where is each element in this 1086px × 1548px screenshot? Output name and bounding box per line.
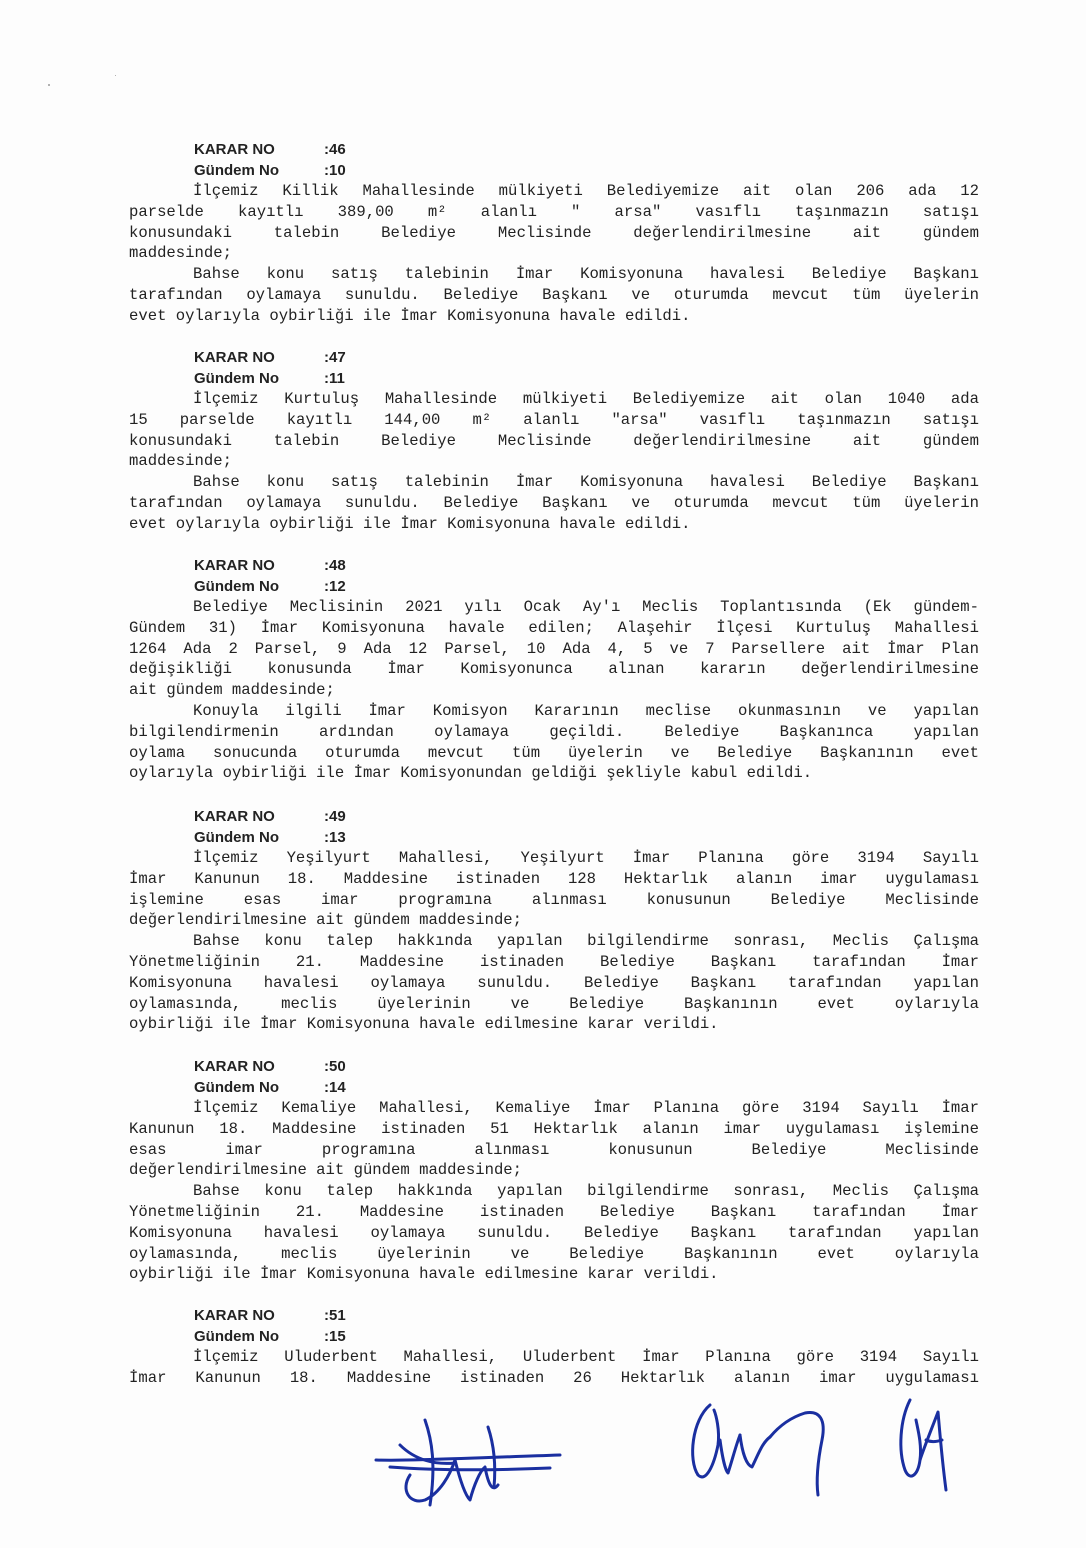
text-line: 1264 Ada 2 Parsel, 9 Ada 12 Parsel, 10 Ada 4, 5 ve 7 Parsellere ait İmar Plan <box>129 639 979 658</box>
gundem-no-row <box>194 160 979 181</box>
gundem-no-value: :14 <box>324 1079 346 1096</box>
decision-block <box>129 139 979 327</box>
karar-no-row <box>194 139 979 160</box>
karar-no-value: :49 <box>324 808 346 825</box>
agenda-paragraph <box>129 181 979 264</box>
text-line: evet oylarıyla oybirliği ile İmar Komisyonuna havale edildi. <box>129 514 691 533</box>
karar-no-label: KARAR NO <box>194 141 275 158</box>
gundem-no-label: Gündem No <box>194 829 279 846</box>
text-line: Bahse konu talep hakkında yapılan bilgilendirme sonrası, Meclis Çalışma <box>193 932 979 951</box>
gundem-no-row <box>194 827 979 848</box>
text-line: Komisyonuna havalesi oylamaya sunuldu. Belediye Başkanı tarafından yapılan <box>129 1223 979 1242</box>
text-line: oylama sonucunda oturumda mevcut tüm üyelerin ve Belediye Başkanının evet <box>129 743 979 762</box>
scan-speck <box>48 84 50 86</box>
karar-no-value: :46 <box>324 141 346 158</box>
signature-left <box>370 1405 570 1520</box>
gundem-no-row <box>194 1077 979 1098</box>
gundem-no-label: Gündem No <box>194 162 279 179</box>
text-line: İlçemiz Kemaliye Mahallesi, Kemaliye İmar Planına göre 3194 Sayılı İmar <box>193 1099 979 1117</box>
text-line: İlçemiz Yeşilyurt Mahallesi, Yeşilyurt İmar Planına göre 3194 Sayılı <box>193 849 979 867</box>
text-line: Bahse konu talep hakkında yapılan bilgilendirme sonrası, Meclis Çalışma <box>193 1182 979 1201</box>
agenda-paragraph <box>129 848 979 931</box>
agenda-paragraph <box>129 1098 979 1181</box>
text-line: İmar Kanunun 18. Maddesine istinaden 26 Hektarlık alanın imar uygulaması <box>129 1368 979 1387</box>
text-line: oybirliği ile İmar Komisyonuna havale edilmesine karar verildi. <box>129 1265 719 1284</box>
text-line: tarafından oylamaya sunuldu. Belediye Başkanı ve oturumda mevcut tüm üyelerin <box>129 493 979 512</box>
gundem-no-value: :11 <box>324 370 345 387</box>
agenda-paragraph <box>129 1347 979 1389</box>
karar-no-value: :47 <box>324 349 346 366</box>
karar-no-label: KARAR NO <box>194 1058 275 1075</box>
gundem-no-row <box>194 368 979 389</box>
text-line: maddesinde; <box>129 244 232 263</box>
gundem-no-label: Gündem No <box>194 1079 279 1096</box>
resolution-paragraph <box>129 472 979 534</box>
karar-no-row <box>194 555 979 576</box>
decision-block <box>129 806 979 1035</box>
karar-no-row <box>194 806 979 827</box>
text-line: 15 parselde kayıtlı 144,00 m² alanlı "arsa" vasıflı taşınmazın satışı <box>129 410 979 429</box>
text-line: İmar Kanunun 18. Maddesine istinaden 128 Hektarlık alanın imar uygulaması <box>129 869 979 888</box>
resolution-paragraph <box>129 264 979 326</box>
text-line: oylarıyla oybirliği ile İmar Komisyonundan geldiği şekliyle kabul edildi. <box>129 764 813 783</box>
karar-no-value: :51 <box>324 1307 346 1324</box>
decision-block <box>129 347 979 535</box>
gundem-no-value: :10 <box>324 162 346 179</box>
text-line: maddesinde; <box>129 452 232 471</box>
signature-right <box>880 1390 970 1500</box>
text-line: Komisyonuna havalesi oylamaya sunuldu. Belediye Başkanı tarafından yapılan <box>129 973 979 992</box>
text-line: İlçemiz Killik Mahallesinde mülkiyeti Belediyemize ait olan 206 ada 12 <box>193 182 979 200</box>
text-line: oybirliği ile İmar Komisyonuna havale edilmesine karar verildi. <box>129 1015 719 1034</box>
decision-block <box>129 1056 979 1285</box>
karar-no-value: :50 <box>324 1058 346 1075</box>
text-line: Gündem 31) İmar Komisyonuna havale edilen; Alaşehir İlçesi Kurtuluş Mahallesi <box>129 618 979 637</box>
text-line: konusundaki talebin Belediye Meclisinde değerlendirilmesine ait gündem <box>129 223 979 242</box>
gundem-no-row <box>194 576 979 597</box>
gundem-no-value: :13 <box>324 829 346 846</box>
decision-block <box>129 555 979 784</box>
resolution-paragraph <box>129 931 979 1035</box>
karar-no-row <box>194 1056 979 1077</box>
text-line: İlçemiz Kurtuluş Mahallesinde mülkiyeti Belediyemize ait olan 1040 ada <box>193 390 979 408</box>
text-line: Bahse konu satış talebinin İmar Komisyonuna havalesi Belediye Başkanı <box>193 265 979 284</box>
text-line: değişikliği konusunda İmar Komisyonunca alınan kararın değerlendirilmesine <box>129 660 979 679</box>
text-line: Yönetmeliğinin 21. Maddesine istinaden Belediye Başkanı tarafından İmar <box>129 952 979 971</box>
scan-speck <box>115 75 116 76</box>
karar-no-row <box>194 1305 979 1326</box>
text-line: değerlendirilmesine ait gündem maddesinde; <box>129 1161 523 1180</box>
text-line: değerlendirilmesine ait gündem maddesinde; <box>129 911 523 930</box>
karar-no-label: KARAR NO <box>194 808 275 825</box>
gundem-no-label: Gündem No <box>194 578 279 595</box>
gundem-no-value: :15 <box>324 1328 346 1345</box>
text-line: konusundaki talebin Belediye Meclisinde değerlendirilmesine ait gündem <box>129 431 979 450</box>
text-line: oylamasında, meclis üyelerinin ve Belediye Başkanının evet oylarıyla <box>129 994 979 1013</box>
karar-no-row <box>194 347 979 368</box>
signature-middle <box>680 1385 840 1500</box>
text-line: evet oylarıyla oybirliği ile İmar Komisyonuna havale edildi. <box>129 306 691 325</box>
agenda-paragraph <box>129 597 979 701</box>
text-line: ait gündem maddesinde; <box>129 681 335 700</box>
text-line: Konuyla ilgili İmar Komisyon Kararının meclise okunmasının ve yapılan <box>193 701 979 720</box>
gundem-no-row <box>194 1326 979 1347</box>
text-line: oylamasında, meclis üyelerinin ve Belediye Başkanının evet oylarıyla <box>129 1244 979 1263</box>
text-line: Bahse konu satış talebinin İmar Komisyonuna havalesi Belediye Başkanı <box>193 473 979 492</box>
text-line: parselde kayıtlı 389,00 m² alanlı " arsa" vasıflı taşınmazın satışı <box>129 202 979 221</box>
resolution-paragraph <box>129 701 979 784</box>
text-line: Belediye Meclisinin 2021 yılı Ocak Ay'ı Meclis Toplantısında (Ek gündem- <box>193 598 979 616</box>
text-line: tarafından oylamaya sunuldu. Belediye Başkanı ve oturumda mevcut tüm üyelerin <box>129 285 979 304</box>
karar-no-label: KARAR NO <box>194 1307 275 1324</box>
agenda-paragraph <box>129 389 979 472</box>
karar-no-label: KARAR NO <box>194 557 275 574</box>
text-line: esas imar programına alınması konusunun Belediye Meclisinde <box>129 1140 979 1159</box>
text-line: Kanunun 18. Maddesine istinaden 51 Hektarlık alanın imar uygulaması işlemine <box>129 1119 979 1138</box>
gundem-no-value: :12 <box>324 578 346 595</box>
text-line: bilgilendirmenin ardından oylamaya geçildi. Belediye Başkanınca yapılan <box>129 722 979 741</box>
decision-block <box>129 1305 979 1389</box>
gundem-no-label: Gündem No <box>194 1328 279 1345</box>
karar-no-value: :48 <box>324 557 346 574</box>
gundem-no-label: Gündem No <box>194 370 279 387</box>
text-line: Yönetmeliğinin 21. Maddesine istinaden Belediye Başkanı tarafından İmar <box>129 1202 979 1221</box>
karar-no-label: KARAR NO <box>194 349 275 366</box>
resolution-paragraph <box>129 1181 979 1285</box>
text-line: İlçemiz Uluderbent Mahallesi, Uluderbent İmar Planına göre 3194 Sayılı <box>193 1348 979 1366</box>
text-line: işlemine esas imar programına alınması konusunun Belediye Meclisinde <box>129 890 979 909</box>
